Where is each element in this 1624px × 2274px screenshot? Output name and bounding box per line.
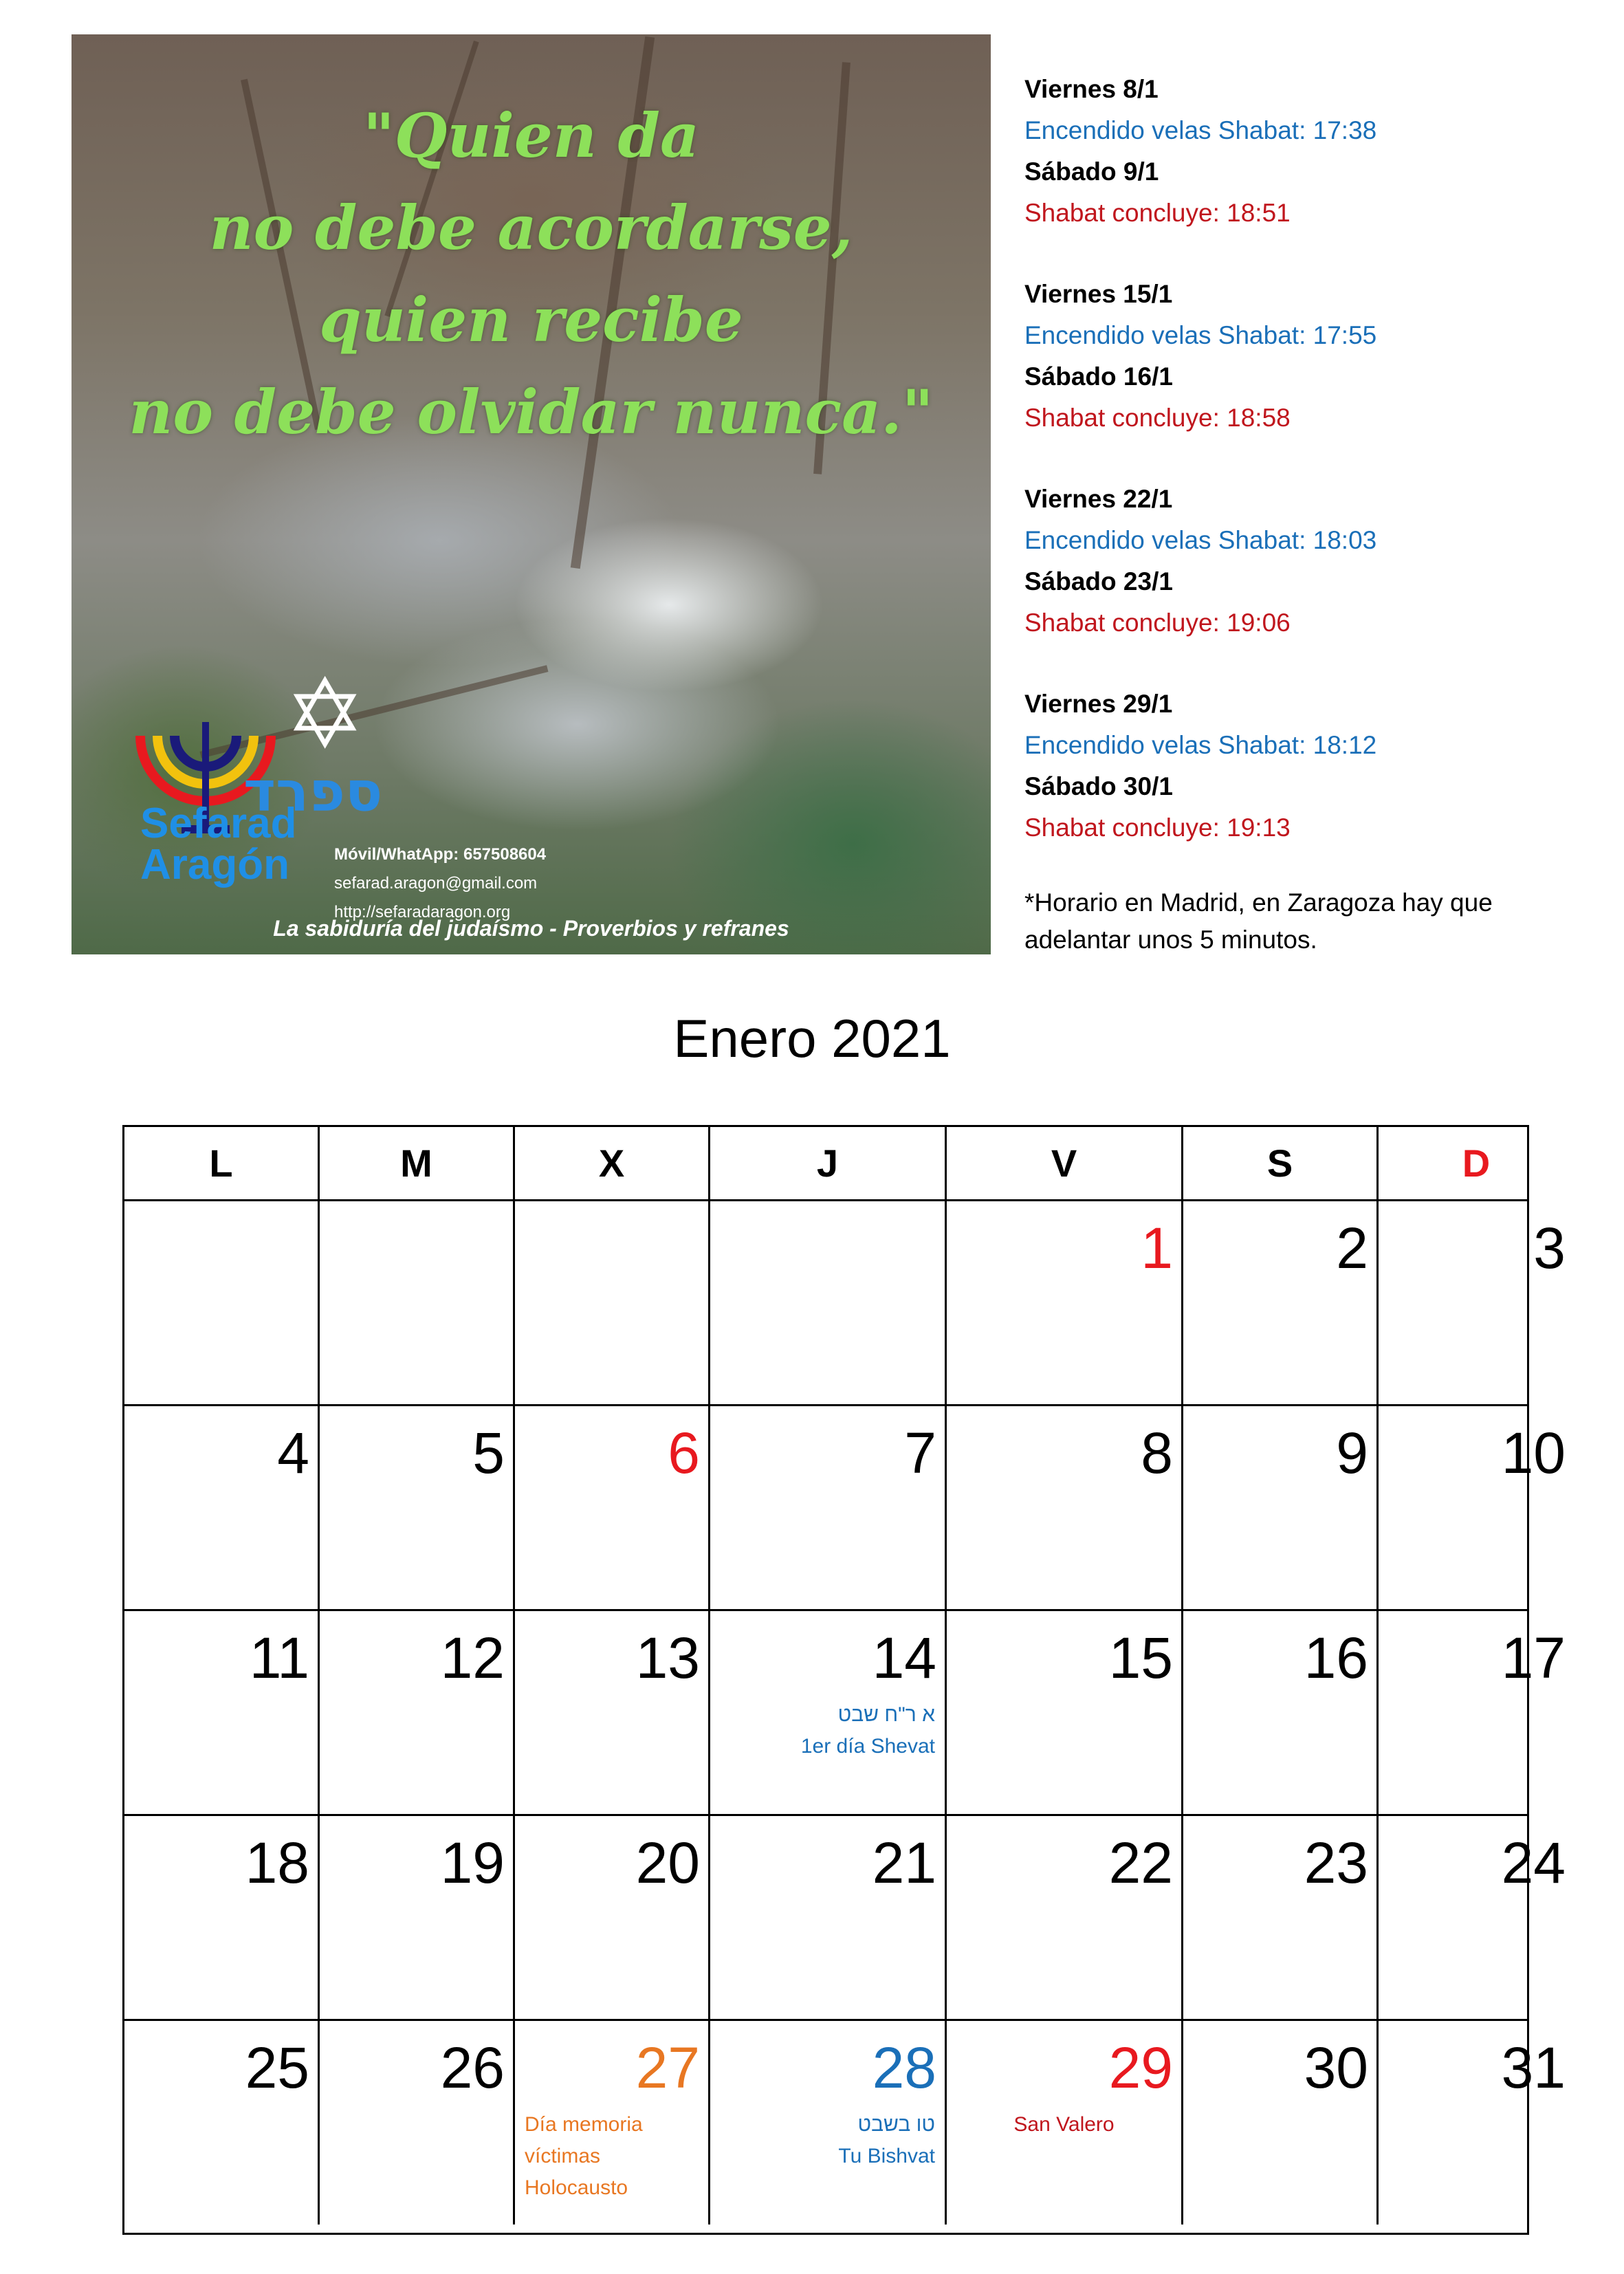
day-number: 9	[1336, 1421, 1368, 1485]
day-cell	[710, 2021, 947, 2224]
day-number: 8	[1141, 1421, 1173, 1485]
logo-name	[140, 800, 297, 888]
schedule-friday: Viernes 15/1	[1024, 280, 1173, 308]
calendar-week	[124, 2021, 1566, 2224]
calendar-week	[124, 1611, 1566, 1816]
empty-day-cell	[320, 1201, 515, 1404]
day-note	[947, 2109, 1181, 2141]
day-cell	[124, 1816, 320, 2019]
day-number: 25	[245, 2035, 309, 2100]
calendar-grid	[122, 1125, 1566, 2235]
day-cell	[1379, 1201, 1574, 1404]
day-note-line: San Valero	[1013, 2113, 1115, 2136]
photo-caption: La sabiduría del judaísmo - Proverbios y refranes	[273, 916, 789, 941]
day-cell	[710, 1406, 947, 1609]
photo-panel	[72, 34, 991, 954]
weekday-6: D	[1462, 1141, 1491, 1185]
day-cell	[124, 2021, 320, 2224]
contact-phone: Móvil/WhatApp: 657508604	[334, 845, 547, 864]
schedule-note-line: *Horario en Madrid, en Zaragoza hay que	[1024, 888, 1493, 917]
day-cell	[124, 1611, 320, 1814]
day-note	[838, 2109, 935, 2172]
day-number: 11	[249, 1626, 309, 1690]
day-cell	[320, 2021, 515, 2224]
schedule-note-line: adelantar unos 5 minutos.	[1024, 926, 1317, 954]
quote-line: quien recibe	[319, 284, 743, 356]
schedule-saturday: Sábado 23/1	[1024, 567, 1173, 595]
calendar-week	[124, 1201, 1566, 1406]
day-number: 30	[1304, 2035, 1368, 2100]
empty-day-cell	[515, 1201, 710, 1404]
weekday-4: V	[947, 1127, 1183, 1199]
weekday-1: M	[320, 1127, 515, 1199]
day-cell	[710, 1611, 947, 1814]
day-number: 22	[1108, 1830, 1173, 1895]
day-note-line: Día memoria	[525, 2113, 643, 2136]
day-number: 10	[1501, 1421, 1566, 1485]
schedule-saturday: Sábado 16/1	[1024, 362, 1173, 391]
schedule-week	[1024, 684, 1602, 849]
day-cell	[1379, 1816, 1574, 2019]
day-cell	[515, 2021, 710, 2224]
day-note	[801, 1699, 935, 1762]
day-number: 28	[872, 2035, 936, 2100]
day-cell	[1183, 2021, 1379, 2224]
schedule-saturday: Sábado 9/1	[1024, 157, 1159, 186]
day-cell	[947, 1611, 1183, 1814]
day-cell	[947, 1816, 1183, 2019]
day-number: 6	[668, 1421, 700, 1485]
logo-name-line: Aragón	[140, 841, 289, 888]
empty-day-cell	[124, 1201, 320, 1404]
schedule-candle-lighting: Encendido velas Shabat: 18:12	[1024, 731, 1377, 759]
day-number: 5	[472, 1421, 505, 1485]
day-number: 23	[1304, 1830, 1368, 1895]
day-cell	[515, 1816, 710, 2019]
quote-line: no debe acordarse,	[209, 192, 853, 263]
day-note-line: víctimas	[525, 2145, 601, 2167]
weekday-5: S	[1183, 1127, 1379, 1199]
schedule-candle-lighting: Encendido velas Shabat: 17:38	[1024, 116, 1377, 144]
day-cell	[320, 1611, 515, 1814]
day-cell	[515, 1611, 710, 1814]
contact-info	[334, 840, 546, 927]
day-cell	[1183, 1816, 1379, 2019]
day-cell	[320, 1406, 515, 1609]
day-cell	[1183, 1201, 1379, 1404]
shabbat-schedule	[1024, 69, 1602, 959]
schedule-candle-lighting: Encendido velas Shabat: 17:55	[1024, 321, 1377, 349]
weekday-header	[124, 1127, 1527, 1201]
day-number: 26	[440, 2035, 505, 2100]
schedule-shabbat-ends: Shabat concluye: 19:06	[1024, 609, 1291, 637]
day-cell	[320, 1816, 515, 2019]
day-cell	[1379, 1406, 1574, 1609]
day-number: 2	[1336, 1216, 1368, 1280]
day-number: 29	[1108, 2035, 1173, 2100]
day-cell	[1183, 1406, 1379, 1609]
day-number: 31	[1501, 2035, 1566, 2100]
day-cell	[1379, 1611, 1574, 1814]
day-number: 27	[635, 2035, 700, 2100]
quote-line: "Quien da	[362, 100, 700, 171]
day-number: 19	[440, 1830, 505, 1895]
day-number: 7	[904, 1421, 936, 1485]
weekday-0: L	[124, 1127, 320, 1199]
day-note	[525, 2109, 643, 2204]
schedule-shabbat-ends: Shabat concluye: 18:58	[1024, 404, 1291, 432]
weekday-3: J	[710, 1127, 947, 1199]
contact-email: sefarad.aragon@gmail.com	[334, 874, 538, 893]
day-number: 21	[872, 1830, 936, 1895]
schedule-friday: Viernes 29/1	[1024, 690, 1173, 718]
schedule-friday: Viernes 8/1	[1024, 75, 1159, 103]
schedule-shabbat-ends: Shabat concluye: 18:51	[1024, 199, 1291, 227]
quote-line: no debe olvidar nunca."	[129, 376, 934, 448]
schedule-note	[1024, 884, 1602, 959]
day-number: 17	[1501, 1626, 1566, 1690]
schedule-candle-lighting: Encendido velas Shabat: 18:03	[1024, 526, 1377, 554]
day-number: 16	[1304, 1626, 1368, 1690]
schedule-week	[1024, 69, 1602, 234]
day-number: 15	[1108, 1626, 1173, 1690]
day-note-line: 1er día Shevat	[800, 1735, 935, 1758]
calendar-body	[124, 1201, 1566, 2224]
day-number: 3	[1533, 1216, 1566, 1280]
day-note-line: Tu Bishvat	[838, 2145, 935, 2167]
day-note-line: טו בשבט	[857, 2113, 935, 2136]
schedule-shabbat-ends: Shabat concluye: 19:13	[1024, 813, 1291, 842]
contact-web: http://sefaradaragon.org	[334, 903, 511, 921]
day-number: 1	[1141, 1216, 1173, 1280]
day-cell	[710, 1816, 947, 2019]
month-title: Enero 2021	[673, 1008, 951, 1069]
day-number: 24	[1501, 1830, 1566, 1895]
schedule-week	[1024, 479, 1602, 644]
day-number: 4	[277, 1421, 309, 1485]
day-cell	[1183, 1611, 1379, 1814]
logo-name-line: Sefarad	[140, 800, 297, 847]
weekday-2: X	[515, 1127, 710, 1199]
day-cell	[947, 2021, 1183, 2224]
day-note-line: Holocausto	[525, 2176, 628, 2199]
schedule-saturday: Sábado 30/1	[1024, 772, 1173, 800]
day-cell	[124, 1406, 320, 1609]
logo-hebrew-text: ספרד	[243, 760, 383, 824]
empty-day-cell	[710, 1201, 947, 1404]
day-number: 20	[635, 1830, 700, 1895]
day-number: 13	[635, 1626, 700, 1690]
day-cell	[515, 1406, 710, 1609]
day-number: 18	[245, 1830, 309, 1895]
schedule-friday: Viernes 22/1	[1024, 485, 1173, 513]
day-number: 14	[872, 1626, 936, 1690]
calendar-week	[124, 1816, 1566, 2021]
calendar-week	[124, 1406, 1566, 1611]
day-cell	[947, 1201, 1183, 1404]
day-number: 12	[440, 1626, 505, 1690]
day-cell	[947, 1406, 1183, 1609]
proverb-quote	[72, 89, 991, 458]
star-of-david-icon: ✡	[285, 659, 366, 771]
day-note-line: א ר"ח שבט	[837, 1703, 935, 1726]
schedule-week	[1024, 274, 1602, 439]
day-cell	[1379, 2021, 1574, 2224]
